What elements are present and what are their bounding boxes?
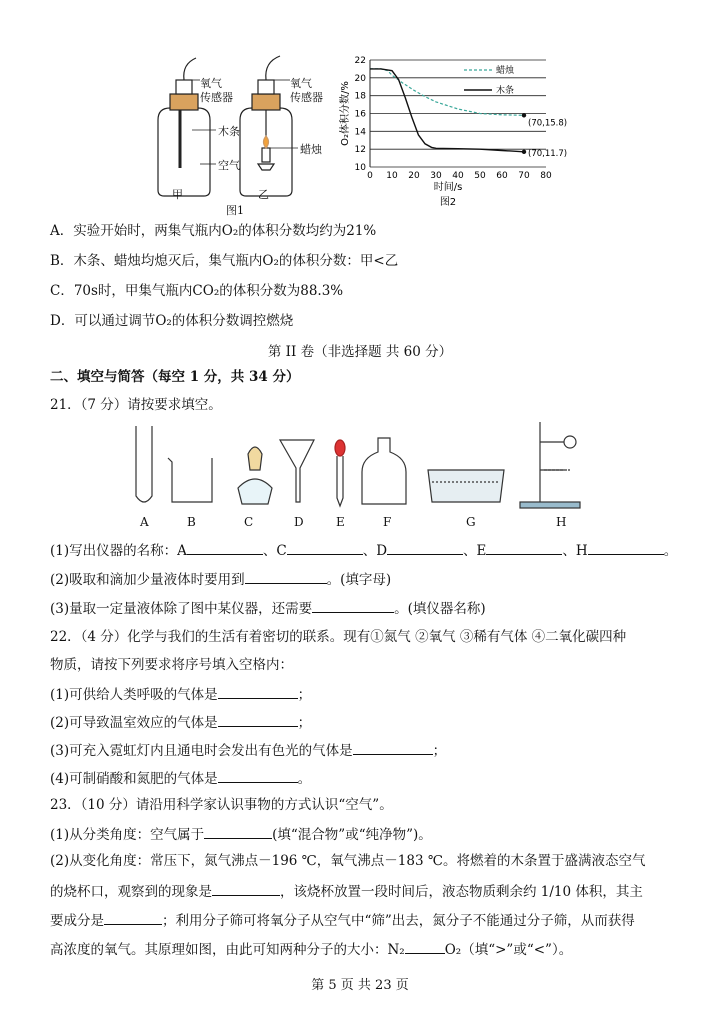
q21-title: 21．（7 分）请按要求填空。	[50, 397, 222, 413]
page-footer: 第 5 页 共 23 页	[311, 978, 409, 993]
blank-q22-2[interactable]	[218, 712, 298, 727]
y-tick-label: 16	[354, 109, 366, 120]
legend-label-candle: 蜡烛	[496, 66, 515, 76]
x-tick-label: 40	[452, 171, 464, 181]
q23-line1: (1)从分类角度：空气属于 (填“混合物”或“纯净物”)。	[50, 824, 432, 844]
q23-line5: 高浓度的氧气。其原理如图，由此可知两种分子的大小：N₂ O₂（填“>”或“<”）。	[50, 939, 572, 959]
q21-line3: (3)量取一定量液体除了图中某仪器，还需要 。(填仪器名称)	[50, 598, 486, 618]
blank-h[interactable]	[588, 540, 664, 555]
fig1-label-yi: 乙	[258, 188, 269, 201]
funnel	[280, 440, 314, 502]
blank-q23-3[interactable]	[104, 910, 162, 925]
x-tick-label: 50	[474, 171, 486, 181]
q23-line2: (2)从变化角度：常压下，氮气沸点－196 ℃，氧气沸点－183 ℃。将燃着的木条置于盛满液态空气	[50, 853, 646, 869]
q23-line4: 要成分是 ；利用分子筛可将氧分子从空气中“筛”出去，氮分子不能通过分子筛，从而获得	[50, 910, 635, 930]
option-d: D．可以通过调节O₂的体积分数调控燃烧	[50, 313, 294, 329]
fig1-label-sensor-a: 传感器	[200, 91, 233, 104]
label-c: C	[244, 515, 254, 529]
blank-q22-4[interactable]	[218, 768, 298, 783]
fig1-label-o2-a: 氧气	[200, 77, 222, 90]
y-tick-label: 12	[354, 145, 366, 156]
y-tick-label: 20	[354, 73, 366, 84]
q21-line2: (2)吸取和滴加少量液体时要用到 。(填字母)	[50, 569, 391, 589]
label-d: D	[294, 515, 304, 529]
blank-q23-1[interactable]	[204, 824, 272, 839]
y-axis-label: O₂体积分数/%	[340, 81, 351, 146]
fig1-label-sensor-b: 传感器	[290, 91, 323, 104]
fig1-label-o2-b: 氧气	[290, 77, 312, 90]
y-tick-label: 10	[354, 163, 366, 173]
q23-line3: 的烧杯口，观察到的现象是 ，该烧杯放置一段时间后，液态物质剩余约 1/10 体积，其主	[50, 881, 643, 901]
x-tick-label: 60	[496, 171, 508, 181]
series-line-wood	[370, 69, 524, 152]
blank-e[interactable]	[486, 540, 562, 555]
test-tube	[136, 426, 152, 502]
label-f: F	[383, 515, 392, 529]
blank-q21-3[interactable]	[312, 598, 394, 613]
blank-q21-2[interactable]	[245, 569, 327, 584]
x-tick-label: 30	[430, 171, 442, 181]
option-a: A．实验开始时，两集气瓶内O₂的体积分数均约为21%	[50, 223, 377, 239]
x-tick-label: 0	[367, 171, 373, 181]
legend-label-wood: 木条	[496, 86, 515, 96]
q21-line1: (1)写出仪器的名称：A 、C 、D 、E 、H 。	[50, 540, 677, 560]
option-b: B．木条、蜡烛均熄灭后，集气瓶内O₂的体积分数：甲<乙	[50, 253, 399, 269]
end-point	[522, 150, 526, 154]
reagent-bottle	[362, 438, 406, 504]
fig1-caption: 图1	[226, 204, 244, 217]
label-h: H	[556, 515, 567, 529]
fig1-label-air: 空气	[218, 159, 240, 172]
y-tick-label: 22	[354, 56, 366, 66]
x-axis-label: 时间/s	[433, 182, 463, 193]
bottle-yi	[240, 56, 292, 196]
q22-item-2: (2)可导致温室效应的气体是 ；	[50, 712, 311, 732]
apparatus-labels	[0, 515, 720, 531]
alcohol-lamp	[238, 447, 272, 504]
chart-caption: 图2	[439, 197, 457, 208]
beaker	[168, 458, 212, 502]
option-c: C．70s时，甲集气瓶内CO₂的体积分数为88.3%	[50, 283, 344, 299]
chart-figure-2	[338, 50, 568, 215]
q22-title-1: 22．（4 分）化学与我们的生活有着密切的联系。现有①氮气 ②氧气 ③稀有气体 ④二氧化碳四种	[50, 629, 627, 645]
end-point	[522, 113, 526, 117]
fig1-label-jia: 甲	[172, 188, 183, 201]
q23-title: 23．（10 分）请沿用科学家认识事物的方式认识“空气”。	[50, 797, 393, 813]
q22-item-4: (4)可制硝酸和氮肥的气体是 。	[50, 768, 311, 788]
dropper	[335, 440, 345, 506]
iron-stand	[520, 422, 580, 508]
x-tick-label: 70	[518, 171, 530, 181]
label-b: B	[187, 515, 196, 529]
label-a: A	[140, 515, 149, 529]
annotation: (70,11.7)	[528, 148, 568, 159]
label-g: G	[466, 515, 476, 529]
figure-1	[140, 50, 345, 215]
fig1-label-wood: 木条	[218, 125, 240, 138]
part2-title: 二、填空与简答（每空 1 分，共 34 分）	[50, 369, 300, 385]
x-tick-label: 20	[408, 171, 420, 181]
y-tick-label: 14	[354, 127, 366, 138]
blank-c[interactable]	[287, 540, 363, 555]
blank-q23-4[interactable]	[405, 939, 445, 954]
section-title: 第 II 卷（非选择题 共 60 分）	[267, 344, 453, 360]
water-trough	[428, 470, 504, 502]
x-tick-label: 10	[386, 171, 398, 181]
x-tick-label: 80	[540, 171, 552, 181]
label-e: E	[336, 515, 345, 529]
fig1-label-candle: 蜡烛	[300, 143, 322, 156]
blank-a[interactable]	[187, 540, 263, 555]
y-tick-label: 18	[354, 91, 366, 102]
blank-q22-3[interactable]	[353, 740, 433, 755]
blank-d[interactable]	[387, 540, 463, 555]
blank-q23-2[interactable]	[212, 881, 280, 896]
blank-q22-1[interactable]	[218, 684, 298, 699]
q22-title-2: 物质，请按下列要求将序号填入空格内：	[50, 657, 293, 673]
q22-item-1: (1)可供给人类呼吸的气体是 ；	[50, 684, 311, 704]
annotation: (70,15.8)	[528, 118, 568, 129]
q22-item-3: (3)可充入霓虹灯内且通电时会发出有色光的气体是 ；	[50, 740, 446, 760]
